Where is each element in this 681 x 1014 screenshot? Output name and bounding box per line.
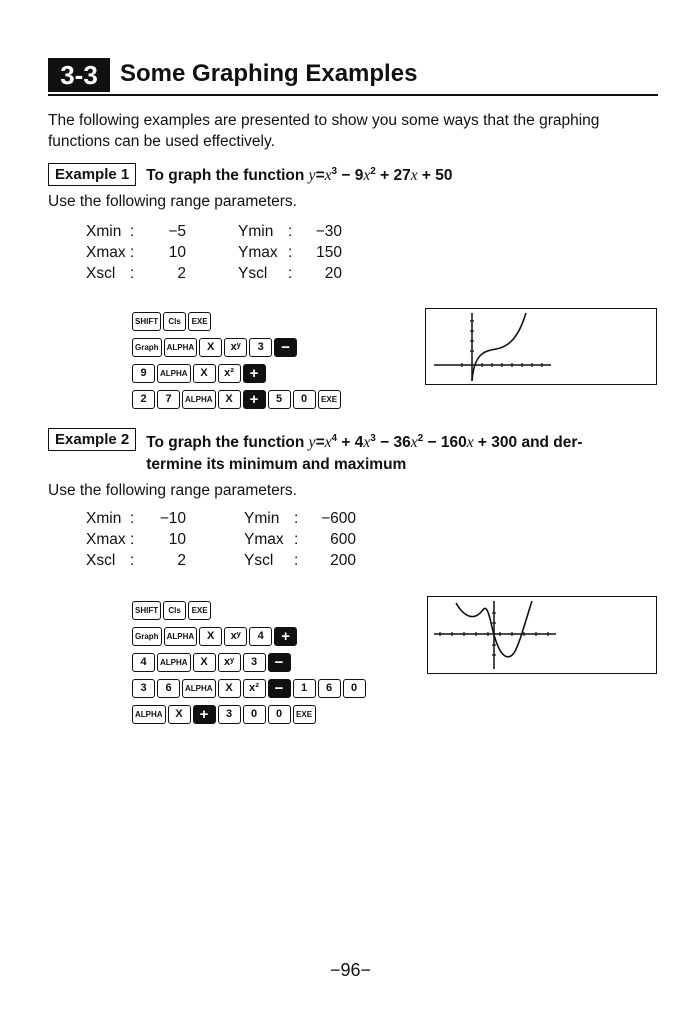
calculator-key: − [274,338,297,357]
calculator-key: 7 [157,390,180,409]
example2-use-text: Use the following range parameters. [48,482,297,499]
range-row: Xmax : 10 Ymax : 150 [86,244,342,261]
calculator-key: EXE [188,312,211,331]
example2-graph-screen [427,596,657,674]
example1-curve [472,313,526,381]
calculator-key: + [243,390,266,409]
range-row: Xmax : 10 Ymax : 600 [86,531,356,548]
key-row [132,623,366,649]
calculator-key: xʸ [218,653,241,672]
calculator-key: X [218,679,241,698]
calculator-key: 0 [243,705,266,724]
key-row [132,360,341,386]
section-number-badge: 3-3 [48,58,110,92]
header-rule [48,94,658,96]
intro-paragraph [48,110,599,152]
intro-line-2: functions can be used effectively. [48,133,275,150]
calculator-key: SHIFT [132,601,161,620]
range-row: Xscl : 2 Yscl : 200 [86,552,356,569]
calculator-key: − [268,653,291,672]
calculator-key: 0 [293,390,316,409]
calculator-key: ALPHA [182,679,216,698]
calculator-key: 6 [318,679,341,698]
calculator-key: Graph [132,338,162,357]
calculator-key: x² [243,679,266,698]
example2-key-sequence [132,597,366,727]
example1-range-table [86,221,342,284]
example2-range-table [86,508,356,571]
calculator-key: Graph [132,627,162,646]
calculator-key: ALPHA [182,390,216,409]
example1-use-text: Use the following range parameters. [48,193,297,210]
calculator-key: EXE [318,390,341,409]
example1-heading [48,161,453,187]
calculator-key: X [199,338,222,357]
key-row [132,308,341,334]
calculator-key: ALPHA [157,364,191,383]
calculator-key: ALPHA [164,338,198,357]
calculator-key: X [193,653,216,672]
calculator-key: SHIFT [132,312,161,331]
key-row [132,675,366,701]
calculator-key: 2 [132,390,155,409]
calculator-key: + [243,364,266,383]
calculator-key: X [168,705,191,724]
calculator-key: ALPHA [157,653,191,672]
calculator-key: EXE [293,705,316,724]
example1-label: Example 1 [48,163,136,186]
calculator-key: x² [218,364,241,383]
calculator-key: 0 [268,705,291,724]
intro-line-1: The following examples are presented to show you some ways that the graphing [48,112,600,129]
calculator-key: 4 [249,627,272,646]
calculator-key: X [199,627,222,646]
range-row: Xscl : 2 Yscl : 20 [86,265,342,282]
calculator-key: + [274,627,297,646]
calculator-key: ALPHA [164,627,198,646]
calculator-key: 3 [218,705,241,724]
page-number: −96− [330,960,372,980]
calculator-key: Cls [163,601,186,620]
example1-heading-prefix: To graph the function [146,167,309,185]
calculator-key: ALPHA [132,705,166,724]
calculator-key: xʸ [224,338,247,357]
calculator-key: X [193,364,216,383]
example1-graph-screen [425,308,657,385]
calculator-key: 4 [132,653,155,672]
key-row [132,649,366,675]
calculator-key: − [268,679,291,698]
calculator-key: X [218,390,241,409]
calculator-key: + [193,705,216,724]
calculator-key: 0 [343,679,366,698]
example2-heading-suffix: and der- [517,434,583,452]
range-row: Xmin : −10 Ymin : −600 [86,510,356,527]
example1-heading-text: To graph the function $y=x^3 - 9x^2 + 27x + 50$ [146,166,453,185]
calculator-key: 3 [249,338,272,357]
key-row [132,701,366,727]
section-title: Some Graphing Examples [120,60,418,87]
example2-label: Example 2 [48,428,136,451]
calculator-key: xʸ [224,627,247,646]
example1-function: y [308,167,316,185]
calculator-key: 1 [293,679,316,698]
calculator-key: Cls [163,312,186,331]
calculator-key: 6 [157,679,180,698]
key-row [132,334,341,360]
calculator-key: EXE [188,601,211,620]
example2-heading [48,428,583,476]
calculator-key: 3 [132,679,155,698]
calculator-key: 9 [132,364,155,383]
calculator-key: 5 [268,390,291,409]
example1-key-sequence [132,308,341,412]
key-row [132,386,341,412]
calculator-key: 3 [243,653,266,672]
example2-heading-text: To graph the function $y=x^4 + 4x^3 - 36x^2 - 160x + 300$ and der- termine its minimum and maximum [146,428,582,476]
range-row: Xmin : −5 Ymin : −30 [86,223,342,240]
example1-graph [426,309,656,384]
example2-graph [428,597,656,673]
example2-heading-prefix: To graph the function [146,434,309,452]
example2-heading-line2: termine its minimum and maximum [146,456,407,474]
key-row [132,597,366,623]
